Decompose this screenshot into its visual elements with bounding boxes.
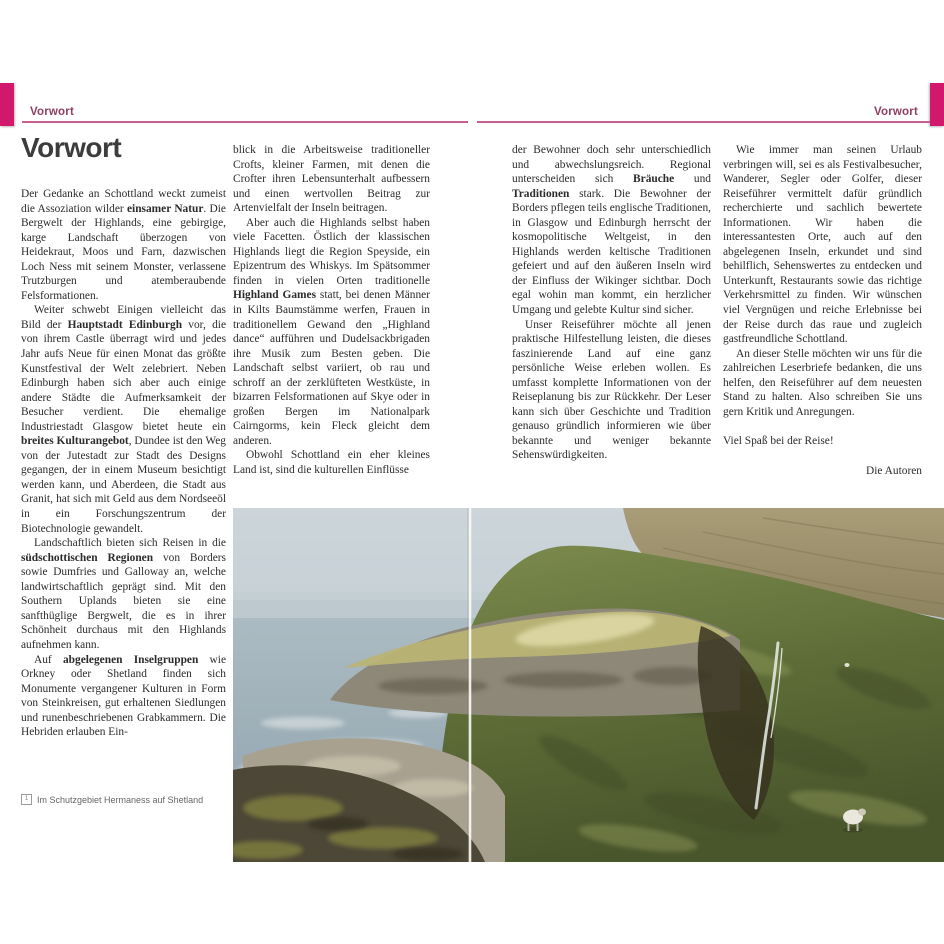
paragraph: Unser Reiseführer möchte all jenen praktische Hilfestellung leisten, die dieses faszinierende Land auf eine ganz persönliche Weise erleben wollen. Es umfasst komplette Informationen von der Reiseplanung bis zur Rückkehr. Der Leser kann sich über Geschichte und Tradition genauso gründlich informieren wie über bekannte und weniger bekannte Sehenswürdigkeiten. (512, 318, 711, 462)
right-edge-tab (930, 83, 944, 126)
text-column-1 (21, 187, 226, 740)
paragraph: Landschaftlich bieten sich Reisen in die südschottischen Regionen von Borders sowie Dumfries und Galloway an, welche landwirtschaftlich geprägt sind. Mit den Southern Uplands bieten sie eine sanfthüglige Bergwelt, die es in ihrer Schönheit durchaus mit den Highlands aufnehmen kann. (21, 537, 226, 651)
text-column-2 (233, 143, 430, 478)
running-header-left: Vorwort (30, 106, 74, 118)
running-header-right: Vorwort (874, 106, 918, 118)
header-rule-right (477, 121, 930, 123)
header-rule-left (22, 121, 468, 123)
paragraph: Aber auch die Highlands selbst haben viele Facetten. Östlich der klassischen Highlands liegt die Region Speyside, ein Epizentrum des Whiskys. Im Spätsommer finden in vielen Orten traditionelle Highland Games statt, bei denen Männer in Kilts Baumstämme werfen, Frauen in traditionellem Gewand den „Highland dance“ aufführen und Dudelsackbrigaden ihre Musik zum Besten geben. Die Landschaft selbst variiert, ob rau und schroff an der zerklüfteten Westküste, in bizarren Felsformationen auf Skye oder in großen Bergen im Nationalpark Cairngorms, kein Fleck gleicht dem anderen. (233, 216, 431, 447)
paragraph: Weiter schwebt Einigen vielleicht das Bild der Hauptstadt Edinburgh vor, die von ihrem Castle überragt wird und jedes Jahr aufs Neue für einen Monat das größte Kunstfestival der Welt zelebriert. Neben Edinburgh haben sich aber auch einige andere Städte die Aufmerksamkeit der Besucher verdient. Die ehemalige Industriestadt Glasgow bietet heute ein breites Kulturangebot, Dundee ist den Weg von der Jutestadt zur Stadt des Designs gegangen, der in einem Museum besichtigt werden kann, und Aberdeen, die Stadt aus Granit, hat sich mit Geld aus dem Nordseeöl in ein Forschungszentrum der Biotechnologie gewandelt. (21, 304, 226, 535)
text-column-4 (723, 143, 922, 478)
text-column-3 (512, 143, 711, 463)
hermaness-cliffs-photo (233, 508, 944, 862)
paragraph: blick in die Arbeitsweise traditioneller Crofts, kleiner Farmen, mit denen die Crofter ihren Lebensunterhalt aufbessern und einen wertvollen Beitrag zur Artenvielfalt der Inseln beitragen. (233, 144, 430, 215)
paragraph: Die Autoren (866, 464, 922, 477)
paragraph: Auf abgelegenen Inselgruppen wie Orkney oder Shetland finden sich Monumente vergangener Kulturen in Form von Steinkreisen, gut erhaltenen Siedlungen und runenbeschriebenen Grabkammern. Die Hebriden erlauben Ein- (21, 653, 227, 739)
paragraph: Obwohl Schottland ein eher kleines Land ist, sind die kulturellen Einflüsse (233, 449, 430, 477)
page-gutter-line (468, 508, 469, 862)
distant-sheep-dot (845, 663, 850, 667)
paragraph: Viel Spaß bei der Reise! (723, 435, 834, 448)
photo-caption (21, 794, 203, 805)
caption-text: Im Schutzgebiet Hermaness auf Shetland (37, 794, 204, 805)
page-title: Vorwort (21, 132, 122, 163)
left-edge-tab (0, 83, 14, 126)
paragraph: Der Gedanke an Schottland weckt zumeist die Assoziation wilder einsamer Natur. Die Bergwelt der Highlands, eine gebirgige, karge Landschaft überzogen von Heidekraut, Moos und Farn, dazwischen Loch Ness mit seinem Monster, verlassene Trutzburgen und atemberaubende Felsformationen. (21, 188, 226, 302)
paragraph: Wie immer man seinen Urlaub verbringen will, sei es als Festivalbesucher, Wanderer, Segler oder Golfer, dieser Reiseführer vermittelt dafür gründlich recherchierte und sachlich bewertete Informationen. Wir haben die interessantesten Orte, auch auf den abgelegenen Inseln, erkundet und sind behilflich, Sehenswertes zu entdecken und Unterkunft, Restaurants sowie das richtige Verkehrsmittel zu finden. Wir wünschen viel Vergnügen und reiche Erlebnisse bei der Reise durch das raue und zugleich gastfreundliche Schottland. (723, 144, 922, 346)
paragraph: der Bewohner doch sehr unterschiedlich und abwechslungsreich. Regional unterscheiden sich Bräuche und Traditionen stark. Die Bewohner der Borders pflegen teils englische Traditionen, in Glasgow und Edinburgh herrscht der kosmopolitische Weltgeist, in den Highlands werden keltische Traditionen gefeiert und auf den äußeren Inseln wird der Einfluss der Wikinger sichtbar. Doch egal wohin man kommt, ein herzlicher Umgang und gelebte Kultur sind sicher. (512, 144, 711, 317)
caption-number-icon: 1 (21, 794, 32, 805)
paragraph: An dieser Stelle möchten wir uns für die zahlreichen Leserbriefe bedanken, die uns helfen, den Reiseführer auf dem neuesten Stand zu halten. Also schreiben Sie uns gern Kritik und Anregungen. (723, 347, 922, 418)
